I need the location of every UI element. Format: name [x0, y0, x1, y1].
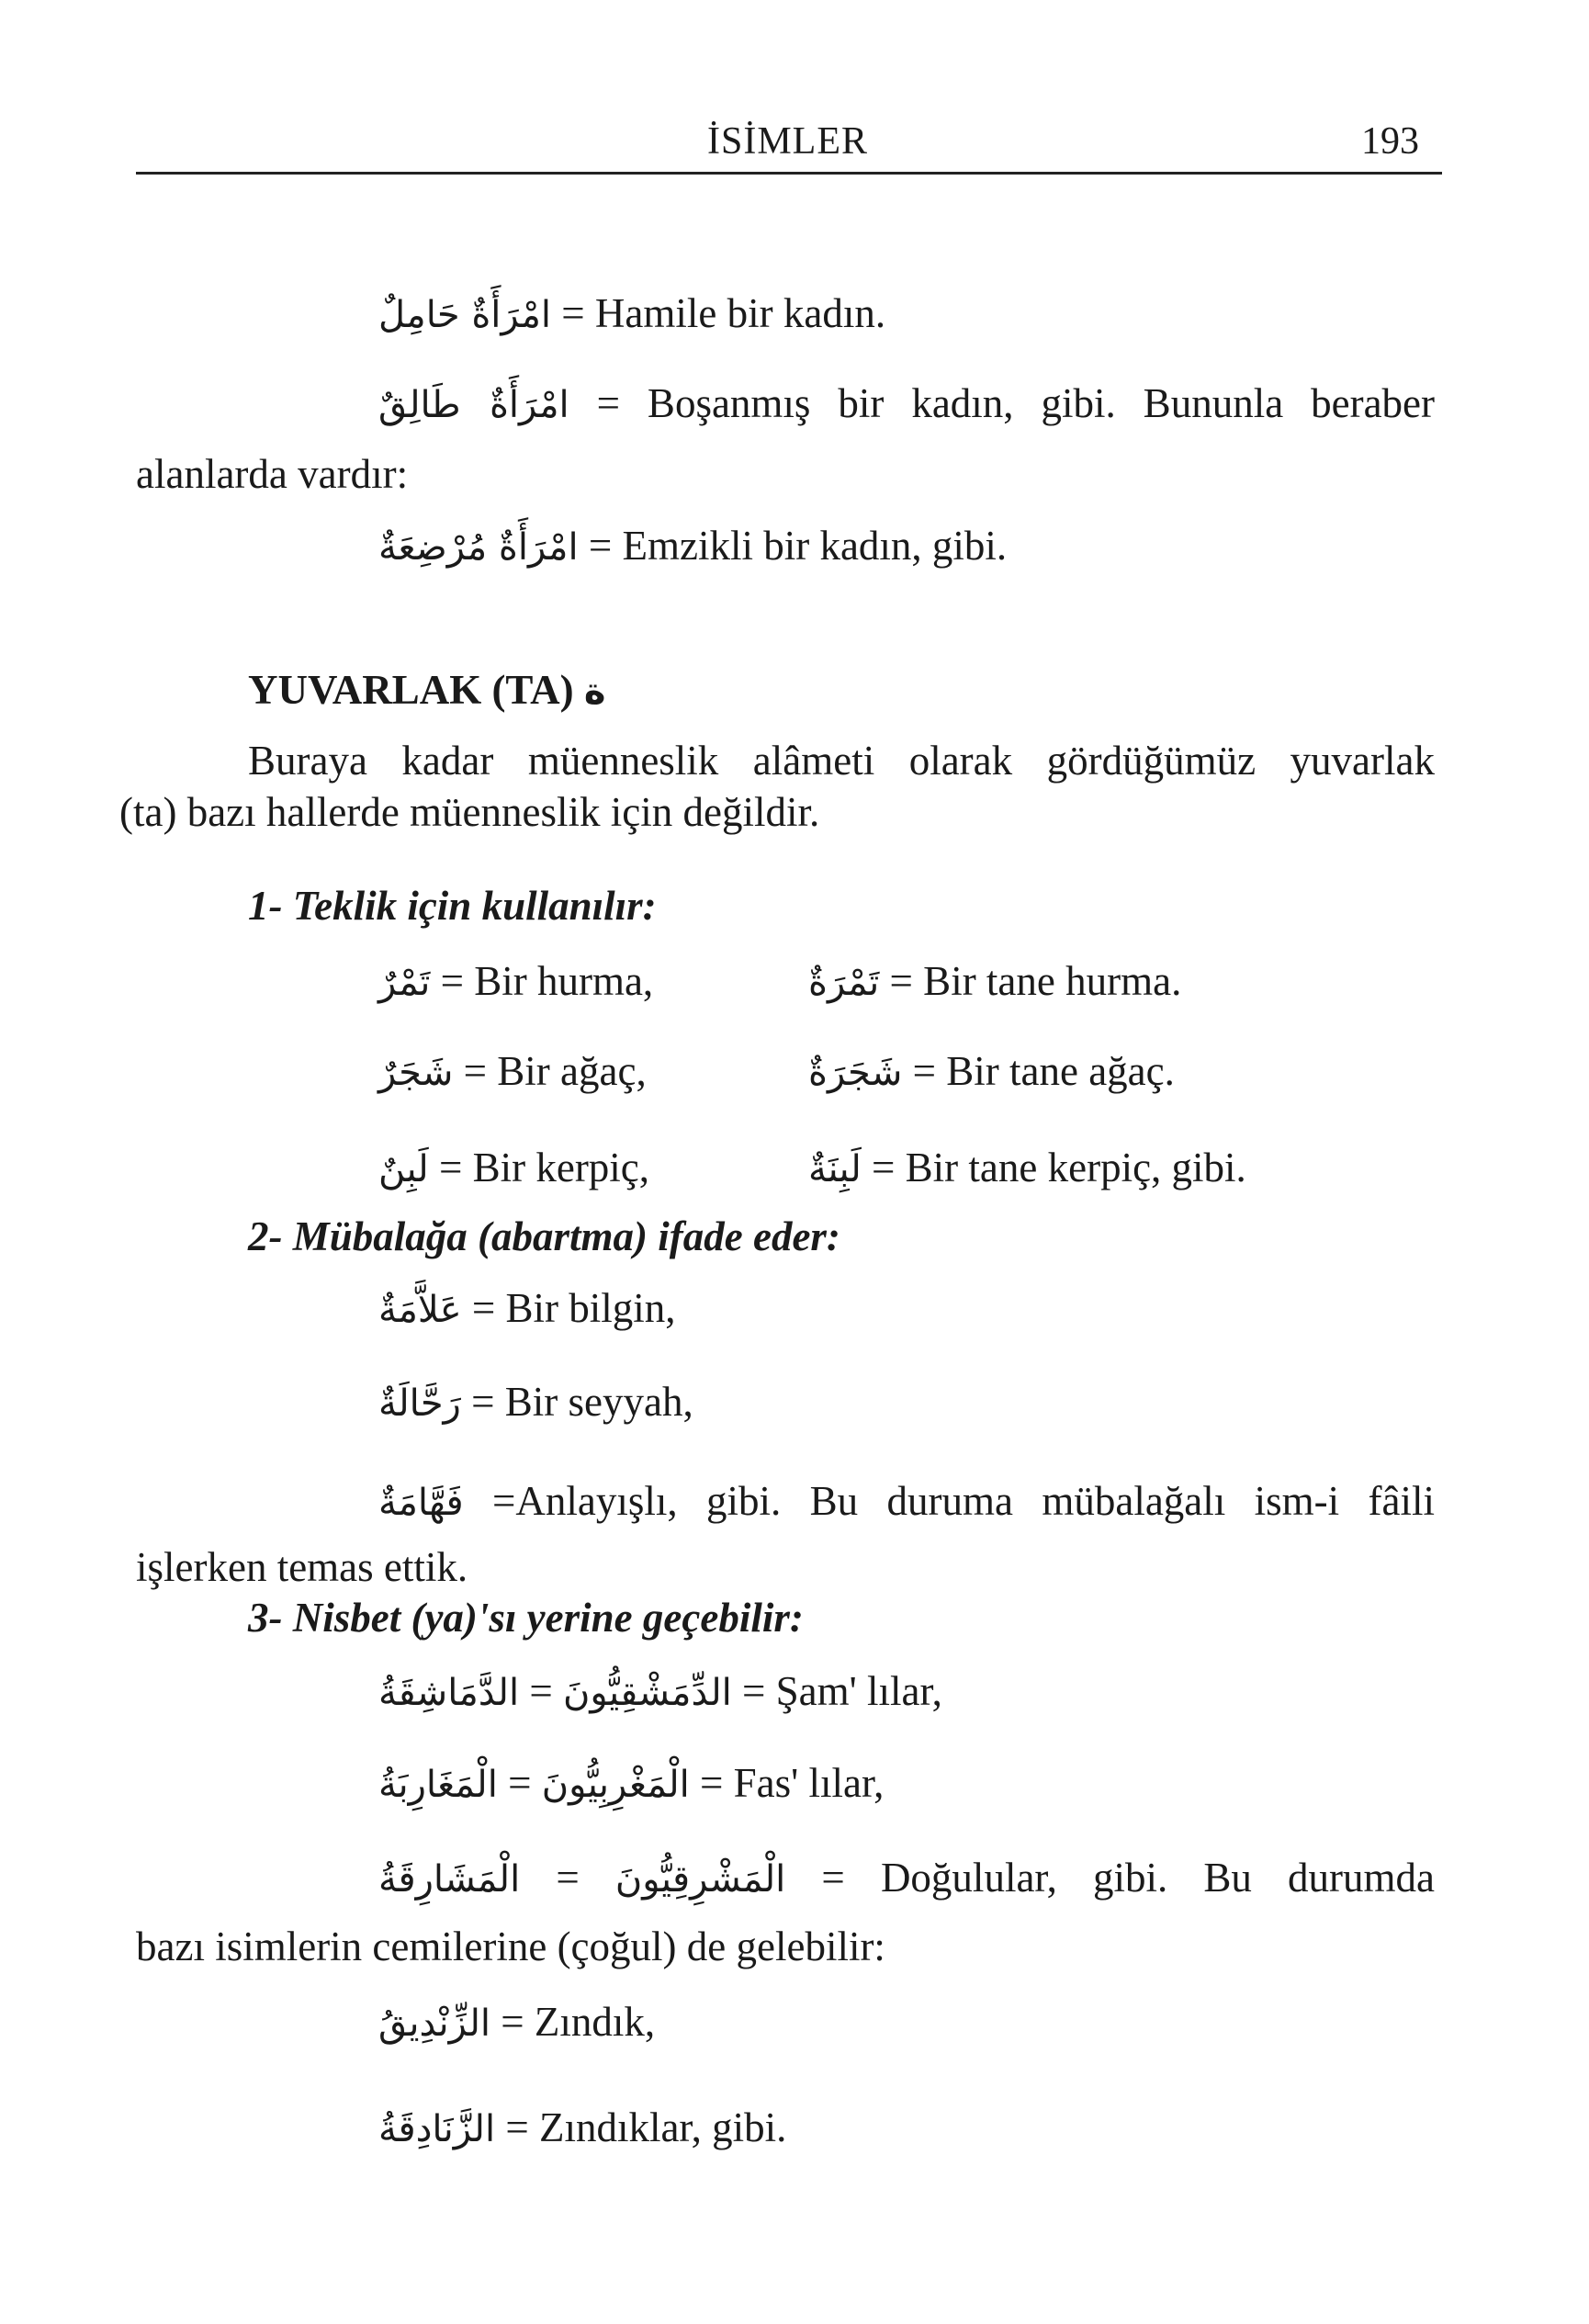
arabic-nisbe: الْمَغْرِبِيُّونَ	[541, 1764, 690, 1806]
arabic-term: شَجَرٌ	[378, 1052, 454, 1094]
translation: = Bir kerpiç,	[438, 1145, 650, 1190]
translation: = Bir tane ağaç.	[912, 1048, 1175, 1094]
translation: = Bir tane kerpiç, gibi.	[872, 1145, 1246, 1190]
nisbet-continuation: bazı isimlerin cemilerine (çoğul) de gelebilir:	[136, 1924, 885, 1969]
translation: = Boşanmış bir kadın, gibi. Bununla beraber	[596, 380, 1436, 426]
row-2-right	[808, 1047, 1175, 1097]
subsection-1-title: 1- Teklik için kullanılır:	[248, 883, 657, 929]
subsection-2-title: 2- Mübalağa (abartma) ifade eder:	[248, 1213, 840, 1259]
translation: = Hamile bir kadın.	[561, 290, 886, 336]
running-header-title: İSİMLER	[707, 120, 868, 163]
arabic-term: عَلاَّمَةٌ	[378, 1289, 462, 1331]
section-heading	[248, 666, 605, 716]
line-bosanmis	[378, 379, 1435, 429]
row-2-left	[378, 1047, 647, 1097]
arabic-term: لَبِنٌ	[378, 1148, 429, 1190]
translation: = Bir tane hurma.	[889, 958, 1182, 1004]
arabic-term: فَهَّامَةٌ	[378, 1482, 464, 1524]
arabic-term: لَبِنَةٌ	[808, 1148, 862, 1190]
translation: =Anlayışlı, gibi. Bu duruma mübalağalı ism-i fâili	[492, 1478, 1435, 1524]
arabic-term: رَحَّالَةٌ	[378, 1382, 461, 1425]
page-number: 193	[1361, 120, 1419, 163]
translation: = Şam' lılar,	[742, 1668, 942, 1714]
zindik-item	[378, 1998, 655, 2048]
arabic-term: تَمْرَةٌ	[808, 962, 880, 1004]
zindiklar-item	[378, 2104, 786, 2153]
line-hamile	[378, 289, 885, 339]
row-3-left	[378, 1144, 649, 1193]
nisbet-item-2	[378, 1759, 884, 1809]
nisbet-item-3	[378, 1854, 1435, 1903]
arabic-nisbe: الْمَشْرِقِيُّونَ	[614, 1858, 786, 1901]
equals-sign: =	[508, 1760, 532, 1806]
arabic-plural: الْمَشَارِقَةُ	[378, 1858, 521, 1901]
mubalaga-continuation: işlerken temas ettik.	[136, 1544, 468, 1590]
translation: = Fas' lılar,	[700, 1760, 885, 1806]
arabic-term: امْرَأَةٌ طَالِقٌ	[378, 384, 569, 426]
subsection-3-title: 3- Nisbet (ya)'sı yerine geçebilir:	[248, 1595, 804, 1641]
translation: = Bir bilgin,	[471, 1285, 676, 1331]
mubalaga-item-1	[378, 1284, 676, 1334]
arabic-term: امْرَأَةٌ مُرْضِعَةٌ	[378, 526, 579, 569]
translation: = Zındık,	[501, 1999, 656, 2045]
arabic-term: الزَّنَادِقَةُ	[378, 2108, 496, 2150]
mubalaga-item-3	[378, 1477, 1435, 1527]
header-rule	[136, 172, 1442, 175]
intro-line-2: (ta) bazı hallerde müenneslik için değildir.	[119, 789, 820, 835]
equals-sign: =	[529, 1668, 553, 1714]
line-emzikli	[378, 522, 1007, 571]
heading-arabic: ة	[583, 671, 606, 713]
arabic-term: شَجَرَةٌ	[808, 1052, 903, 1094]
row-1-right	[808, 957, 1181, 1007]
translation: = Emzikli bir kadın, gibi.	[588, 523, 1008, 569]
arabic-term: تَمْرٌ	[378, 962, 431, 1004]
row-1-left	[378, 957, 653, 1007]
line-alanlarda: alanlarda vardır:	[136, 451, 409, 497]
arabic-nisbe: الدِّمَشْقِيُّونَ	[563, 1672, 732, 1714]
translation: = Bir ağaç,	[463, 1048, 647, 1094]
arabic-plural: الدَّمَاشِقَةُ	[378, 1672, 520, 1714]
arabic-term: امْرَأَةٌ حَامِلٌ	[378, 294, 552, 336]
equals-sign: =	[556, 1855, 580, 1901]
nisbet-item-1	[378, 1667, 942, 1717]
heading-text: YUVARLAK (TA)	[248, 667, 574, 713]
row-3-right	[808, 1144, 1246, 1193]
mubalaga-item-2	[378, 1378, 693, 1427]
translation: = Doğulular, gibi. Bu durumda	[821, 1855, 1435, 1901]
arabic-plural: الْمَغَارِبَةُ	[378, 1764, 498, 1806]
translation: = Bir hurma,	[440, 958, 654, 1004]
arabic-term: الزِّنْدِيقُ	[378, 2002, 490, 2045]
translation: = Bir seyyah,	[471, 1379, 693, 1425]
intro-line-1: Buraya kadar müenneslik alâmeti olarak gördüğümüz yuvarlak	[248, 738, 1435, 784]
translation: = Zındıklar, gibi.	[505, 2104, 787, 2150]
